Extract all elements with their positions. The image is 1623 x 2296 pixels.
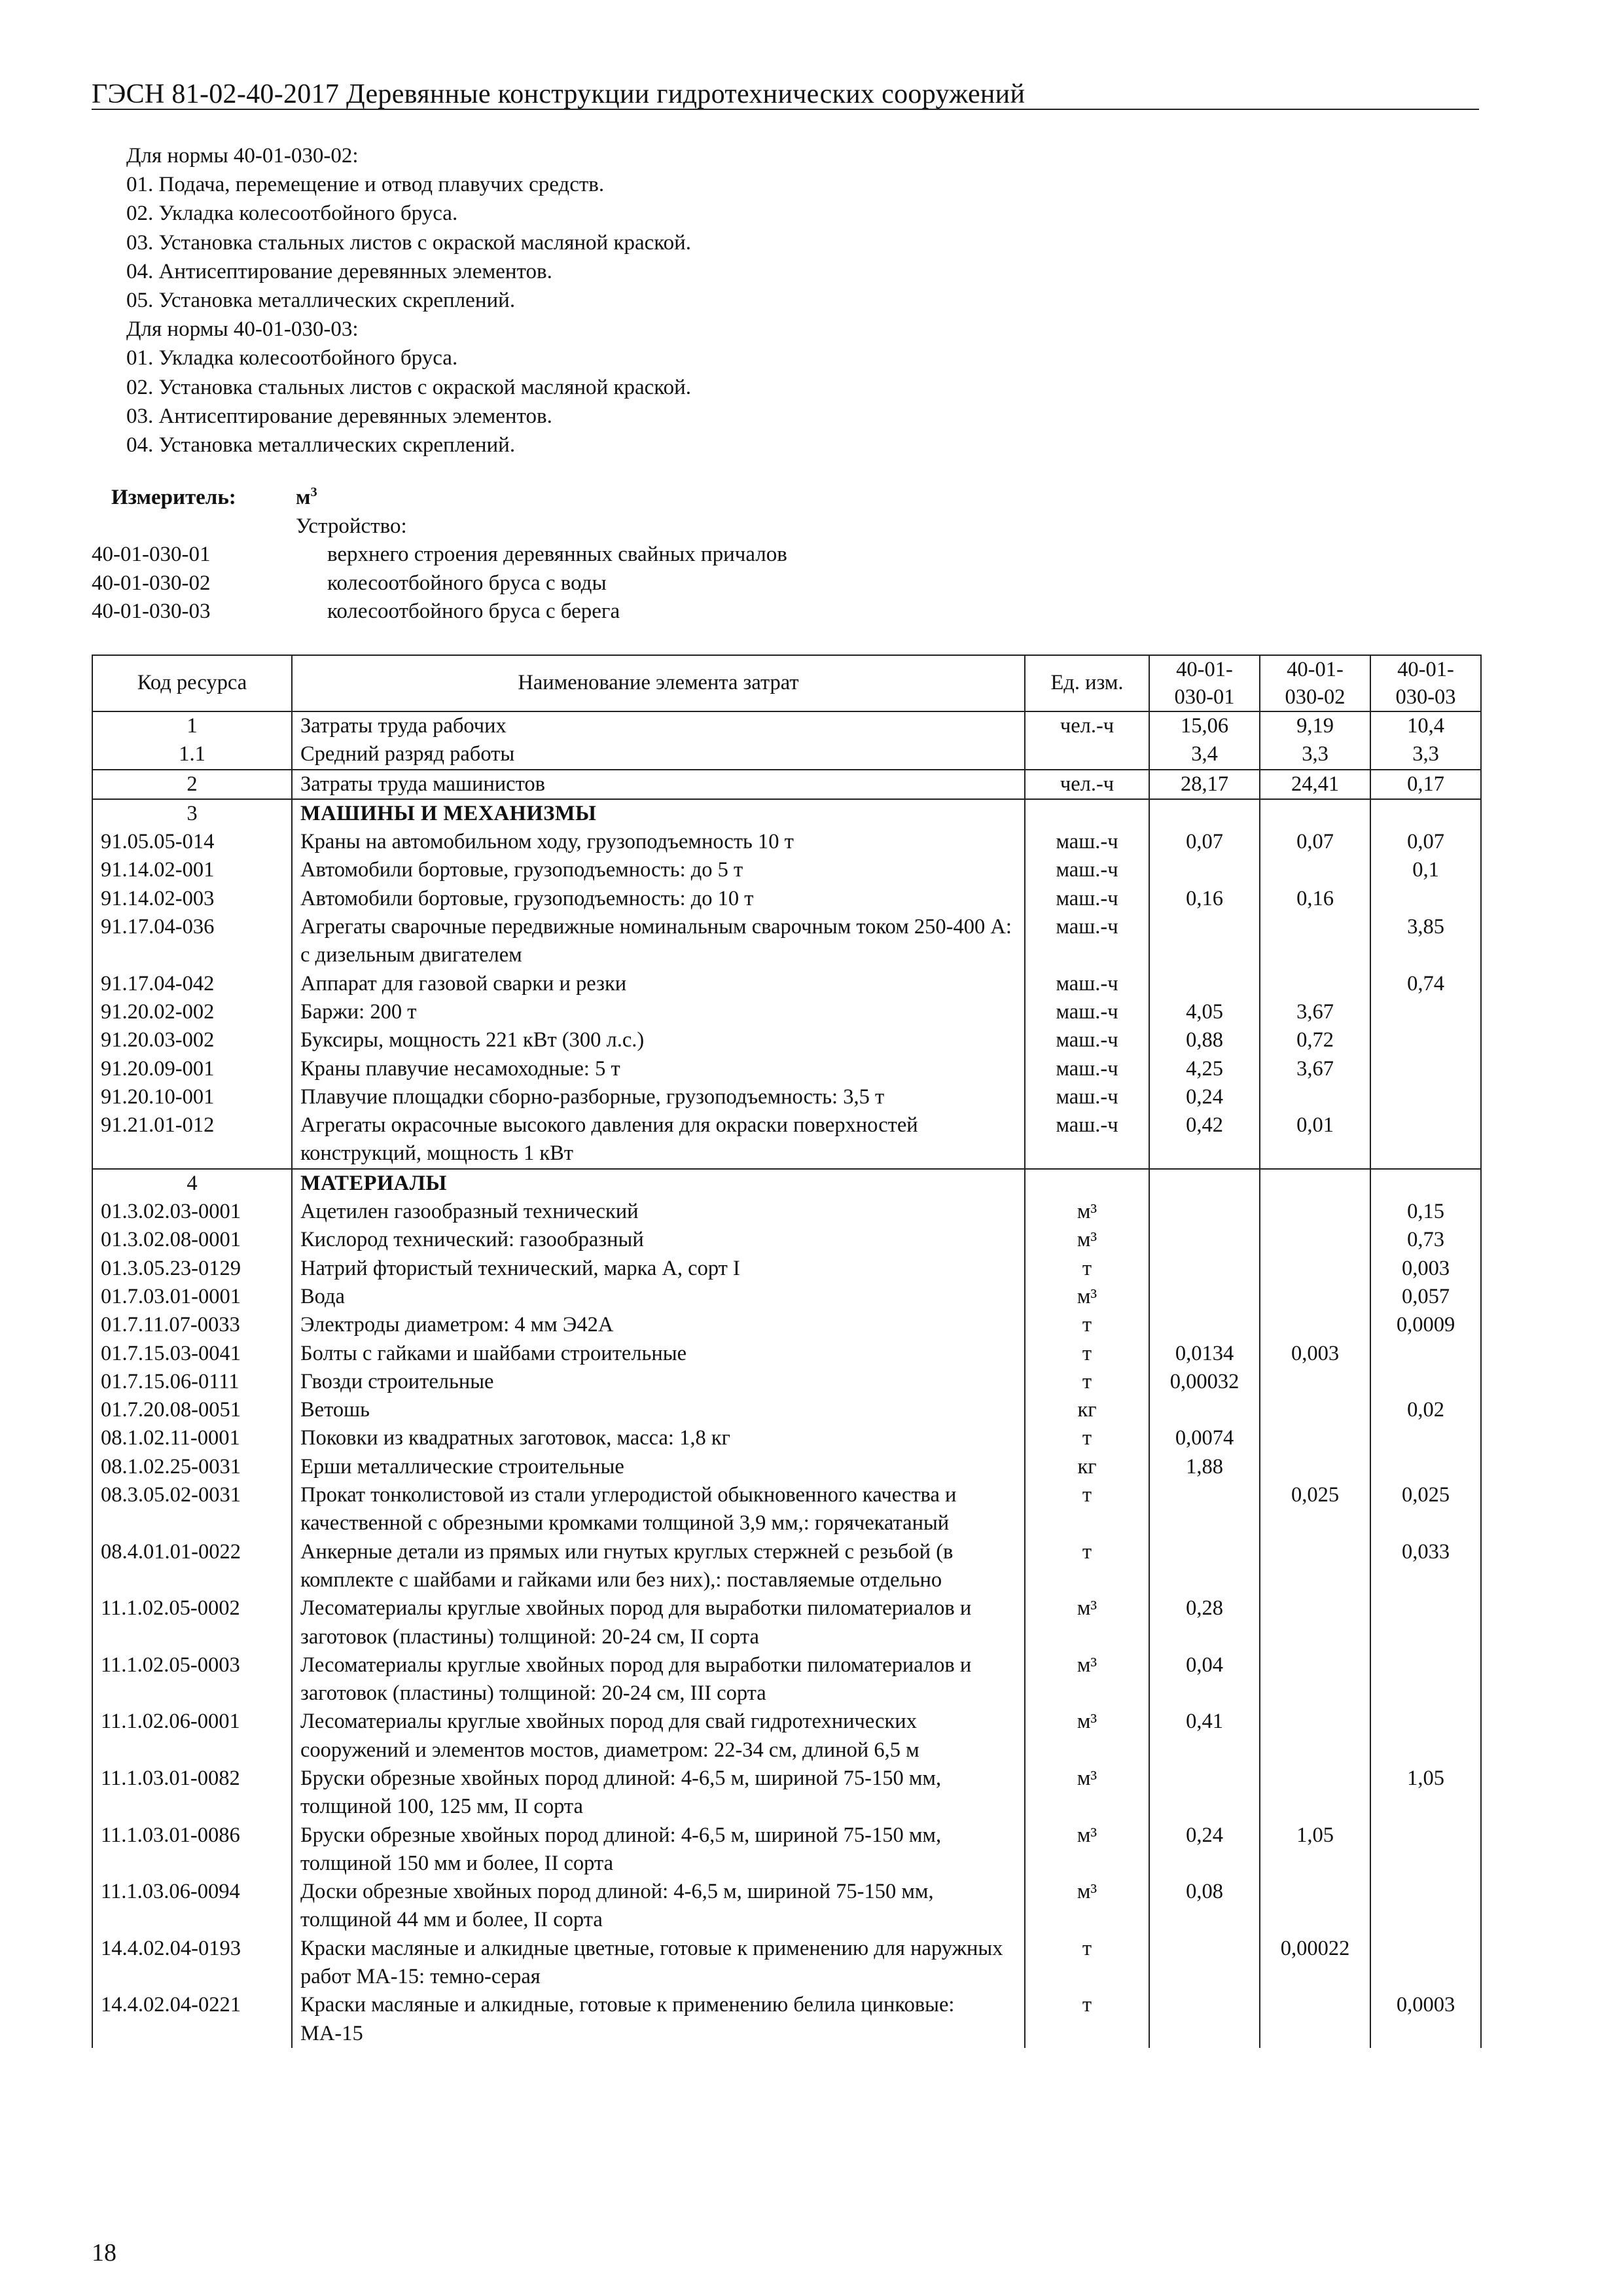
norm-value-1 (1149, 1991, 1260, 2048)
norm-value-2 (1260, 1765, 1370, 1821)
norm-value-3: 1,05 (1370, 1765, 1481, 1821)
norm-value-3: 0,057 (1370, 1283, 1481, 1311)
resource-code: 08.1.02.25-0031 (92, 1453, 292, 1481)
resource-code: 01.3.02.08-0001 (92, 1226, 292, 1254)
unit-of-measure: м³ (1025, 1226, 1149, 1254)
resource-code: 91.20.02-002 (92, 998, 292, 1026)
intro-line: 02. Установка стальных листов с окраской масляной краской. (126, 375, 692, 399)
norm-value-2 (1260, 1368, 1370, 1396)
unit-of-measure: маш.-ч (1025, 1083, 1149, 1111)
norm-value-2 (1260, 970, 1370, 998)
norm-value-2: 3,67 (1260, 1055, 1370, 1083)
header-part: 40-01- (1287, 658, 1344, 681)
header-divider (92, 109, 1479, 110)
resource-code: 91.21.01-012 (92, 1111, 292, 1169)
unit-of-measure: т (1025, 1340, 1149, 1368)
resource-code: 91.20.09-001 (92, 1055, 292, 1083)
unit-of-measure: м³ (1025, 1594, 1149, 1651)
resource-code: 91.17.04-036 (92, 913, 292, 970)
resource-code: 08.3.05.02-0031 (92, 1481, 292, 1538)
unit-of-measure: м³ (1025, 1708, 1149, 1765)
cost-element-name: Лесоматериалы круглые хвойных пород для выработки пиломатериалов и заготовок (пластины) толщиной: 20-24 см, II сорта (292, 1594, 1025, 1651)
norm-value-1: 0,04 (1149, 1651, 1260, 1708)
work-composition (126, 141, 1370, 459)
resource-code: 91.17.04-042 (92, 970, 292, 998)
norm-value-3 (1370, 1026, 1481, 1054)
unit-of-measure: маш.-ч (1025, 856, 1149, 884)
cost-element-name: Прокат тонколистовой из стали углеродистой обыкновенного качества и качественной с обрезными кромками толщиной 3,9 мм,: горячекатаный (292, 1481, 1025, 1538)
cost-element-name: Ацетилен газообразный технический (292, 1198, 1025, 1226)
cost-element-name: Лесоматериалы круглые хвойных пород для выработки пиломатериалов и заготовок (пластины) толщиной: 20-24 см, III сорта (292, 1651, 1025, 1708)
unit-of-measure: м³ (1025, 1765, 1149, 1821)
unit-of-measure: м³ (1025, 1651, 1149, 1708)
table-row (92, 1878, 1481, 1935)
norm-value-3: 0,003 (1370, 1255, 1481, 1283)
norm-value-2 (1260, 1226, 1370, 1254)
table-row (92, 1424, 1481, 1452)
unit-of-measure: маш.-ч (1025, 970, 1149, 998)
norm-value-3 (1370, 1594, 1481, 1651)
norm-value-1: 0,16 (1149, 885, 1260, 913)
meter-unit (296, 483, 317, 512)
norm-value-2 (1260, 1083, 1370, 1111)
table-row (92, 998, 1481, 1026)
unit-of-measure: м³ (1025, 1821, 1149, 1878)
cost-element-name: Буксиры, мощность 221 кВт (300 л.с.) (292, 1026, 1025, 1054)
cost-element-name: Средний разряд работы (292, 740, 1025, 769)
unit-of-measure: маш.-ч (1025, 913, 1149, 970)
norm-value-3 (1370, 1878, 1481, 1935)
cost-element-name: Поковки из квадратных заготовок, масса: 1,8 кг (292, 1424, 1025, 1452)
norm-value-2 (1260, 1396, 1370, 1424)
norm-value-3: 3,3 (1370, 740, 1481, 769)
norm-value-2 (1260, 1708, 1370, 1765)
intro-line: 02. Укладка колесоотбойного бруса. (126, 202, 458, 226)
unit-of-measure: т (1025, 1424, 1149, 1452)
norm-value-1: 1,88 (1149, 1453, 1260, 1481)
cost-element-name: Затраты труда рабочих (292, 711, 1025, 740)
unit-of-measure: маш.-ч (1025, 1026, 1149, 1054)
intro-line: Для нормы 40-01-030-03: (126, 317, 359, 342)
table-row (92, 1396, 1481, 1424)
norm-value-3 (1370, 1083, 1481, 1111)
norm-value-2 (1260, 1255, 1370, 1283)
cost-element-name: Бруски обрезные хвойных пород длиной: 4-6,5 м, шириной 75-150 мм, толщиной 100, 125 мм, II сорта (292, 1765, 1025, 1821)
resource-code: 1.1 (92, 740, 292, 769)
resource-code: 11.1.02.05-0003 (92, 1651, 292, 1708)
unit-of-measure: т (1025, 1368, 1149, 1396)
norm-value-1 (1149, 970, 1260, 998)
resource-code: 01.7.15.06-0111 (92, 1368, 292, 1396)
norm-value-2 (1260, 1991, 1370, 2048)
norm-value-1 (1149, 1538, 1260, 1595)
cost-element-name: Краски масляные и алкидные цветные, готовые к применению для наружных работ МА-15: темно-серая (292, 1935, 1025, 1992)
intro-line: 01. Подача, перемещение и отвод плавучих средств. (126, 173, 605, 197)
table-row (92, 885, 1481, 913)
norm-value-3 (1370, 1708, 1481, 1765)
norm-value-3 (1370, 1111, 1481, 1169)
norm-value-3: 0,025 (1370, 1481, 1481, 1538)
intro-line: 05. Установка металлических скреплений. (126, 289, 516, 313)
resource-code: 11.1.02.06-0001 (92, 1708, 292, 1765)
table-row (92, 970, 1481, 998)
norm-value-2: 3,67 (1260, 998, 1370, 1026)
norm-value-2: 0,01 (1260, 1111, 1370, 1169)
cost-element-name: Аппарат для газовой сварки и резки (292, 970, 1025, 998)
cost-element-name: МАШИНЫ И МЕХАНИЗМЫ (292, 799, 1025, 828)
unit-of-measure: маш.-ч (1025, 885, 1149, 913)
column-header-name: Наименование элемента затрат (292, 655, 1025, 711)
unit-of-measure: т (1025, 1935, 1149, 1992)
cost-element-name: Краски масляные и алкидные, готовые к применению белила цинковые: МА-15 (292, 1991, 1025, 2048)
cost-element-name: Лесоматериалы круглые хвойных пород для свай гидротехнических сооружений и элементов мостов, диаметром: 22-34 см, длиной 6,5 м (292, 1708, 1025, 1765)
table-row (92, 1198, 1481, 1226)
unit-of-measure: т (1025, 1538, 1149, 1595)
unit-of-measure: т (1025, 1991, 1149, 2048)
table-row (92, 1340, 1481, 1368)
cost-element-name: Краны плавучие несамоходные: 5 т (292, 1055, 1025, 1083)
norm-value-1 (1149, 1169, 1260, 1198)
norm-value-2 (1260, 856, 1370, 884)
header-part: 030-01 (1174, 685, 1235, 709)
resource-code: 11.1.02.05-0002 (92, 1594, 292, 1651)
unit-of-measure: маш.-ч (1025, 1111, 1149, 1169)
column-header-norm-3 (1370, 655, 1481, 711)
norm-value-2: 1,05 (1260, 1821, 1370, 1878)
resource-code: 14.4.02.04-0193 (92, 1935, 292, 1992)
intro-line: 01. Укладка колесоотбойного бруса. (126, 346, 458, 370)
resource-code: 91.20.03-002 (92, 1026, 292, 1054)
norm-value-1 (1149, 1255, 1260, 1283)
norm-value-1 (1149, 913, 1260, 970)
resource-code: 14.4.02.04-0221 (92, 1991, 292, 2048)
norm-value-2 (1260, 1594, 1370, 1651)
norm-value-2 (1260, 1169, 1370, 1198)
resource-code: 1 (92, 711, 292, 740)
column-header-code: Код ресурса (92, 655, 292, 711)
cost-element-name: Автомобили бортовые, грузоподъемность: до 10 т (292, 885, 1025, 913)
norm-code: 40-01-030-02 (92, 571, 211, 595)
cost-element-name: Доски обрезные хвойных пород длиной: 4-6,5 м, шириной 75-150 мм, толщиной 44 мм и более, II сорта (292, 1878, 1025, 1935)
norm-value-3: 0,74 (1370, 970, 1481, 998)
norm-value-1: 15,06 (1149, 711, 1260, 740)
norm-value-2 (1260, 799, 1370, 828)
table-row (92, 1055, 1481, 1083)
cost-element-name: Кислород технический: газообразный (292, 1226, 1025, 1254)
norm-value-1: 0,42 (1149, 1111, 1260, 1169)
resource-code: 01.3.02.03-0001 (92, 1198, 292, 1226)
norm-value-3: 0,02 (1370, 1396, 1481, 1424)
cost-element-name: Гвозди строительные (292, 1368, 1025, 1396)
norm-value-1 (1149, 1765, 1260, 1821)
norm-value-1 (1149, 1481, 1260, 1538)
device-title: Устройство: (296, 514, 407, 538)
norm-value-2 (1260, 1198, 1370, 1226)
norm-value-3: 0,73 (1370, 1226, 1481, 1254)
cost-element-name: Автомобили бортовые, грузоподъемность: до 5 т (292, 856, 1025, 884)
norm-value-1: 4,25 (1149, 1055, 1260, 1083)
norm-value-1: 0,0134 (1149, 1340, 1260, 1368)
unit-of-measure (1025, 799, 1149, 828)
meter-unit-base: м (296, 486, 311, 509)
norm-value-3: 0,15 (1370, 1198, 1481, 1226)
norm-value-1 (1149, 1198, 1260, 1226)
norm-value-3: 0,0003 (1370, 1991, 1481, 2048)
intro-line: 03. Установка стальных листов с окраской масляной краской. (126, 230, 692, 255)
norm-value-2 (1260, 1453, 1370, 1481)
cost-element-name: Краны на автомобильном ходу, грузоподъемность 10 т (292, 828, 1025, 856)
cost-element-name: Затраты труда машинистов (292, 770, 1025, 799)
resource-code: 91.05.05-014 (92, 828, 292, 856)
norm-description: колесоотбойного бруса с берега (327, 600, 620, 623)
norm-value-3 (1370, 1453, 1481, 1481)
resource-code: 08.1.02.11-0001 (92, 1424, 292, 1452)
page-number: 18 (92, 2239, 116, 2267)
resource-code: 11.1.03.01-0082 (92, 1765, 292, 1821)
norm-value-1: 0,08 (1149, 1878, 1260, 1935)
unit-of-measure: маш.-ч (1025, 1055, 1149, 1083)
norm-value-2 (1260, 1283, 1370, 1311)
header-part: 40-01- (1397, 658, 1454, 681)
unit-of-measure: маш.-ч (1025, 828, 1149, 856)
header-part: 030-02 (1285, 685, 1346, 709)
resource-code: 91.14.02-001 (92, 856, 292, 884)
intro-line: 03. Антисептирование деревянных элементов. (126, 404, 552, 428)
norm-code: 40-01-030-01 (92, 543, 211, 566)
norm-value-3: 0,033 (1370, 1538, 1481, 1595)
unit-of-measure: т (1025, 1481, 1149, 1538)
cost-element-name: Вода (292, 1283, 1025, 1311)
norm-value-3: 3,85 (1370, 913, 1481, 970)
norm-value-1: 0,88 (1149, 1026, 1260, 1054)
norm-value-3: 0,07 (1370, 828, 1481, 856)
cost-element-name: Баржи: 200 т (292, 998, 1025, 1026)
norm-value-3: 10,4 (1370, 711, 1481, 740)
table-row (92, 1169, 1481, 1198)
cost-element-name: Натрий фтористый технический, марка А, сорт I (292, 1255, 1025, 1283)
table-row (92, 1538, 1481, 1595)
table-row (92, 770, 1481, 799)
resource-code: 3 (92, 799, 292, 828)
norm-value-2: 0,025 (1260, 1481, 1370, 1538)
table-header-row (92, 655, 1481, 711)
norm-value-1: 0,28 (1149, 1594, 1260, 1651)
unit-of-measure: кг (1025, 1396, 1149, 1424)
table-row (92, 856, 1481, 884)
norm-value-3 (1370, 885, 1481, 913)
norm-description: колесоотбойного бруса с воды (327, 571, 607, 595)
unit-of-measure: т (1025, 1255, 1149, 1283)
table-row (92, 1311, 1481, 1339)
norm-value-1: 0,41 (1149, 1708, 1260, 1765)
table-row (92, 1708, 1481, 1765)
norm-value-2 (1260, 1538, 1370, 1595)
resource-code: 01.7.11.07-0033 (92, 1311, 292, 1339)
cost-element-name: Болты с гайками и шайбами строительные (292, 1340, 1025, 1368)
cost-element-name: Ветошь (292, 1396, 1025, 1424)
unit-of-measure: маш.-ч (1025, 998, 1149, 1026)
document-header-title: ГЭСН 81-02-40-2017 Деревянные конструкции гидротехнических сооружений (92, 79, 1026, 109)
norm-value-1: 4,05 (1149, 998, 1260, 1026)
norm-value-3 (1370, 1340, 1481, 1368)
norm-value-2 (1260, 1311, 1370, 1339)
resource-code: 11.1.03.01-0086 (92, 1821, 292, 1878)
column-header-norm-2 (1260, 655, 1370, 711)
table-row (92, 1226, 1481, 1254)
table-body (92, 711, 1481, 2048)
norm-value-3 (1370, 1368, 1481, 1396)
norm-value-3 (1370, 998, 1481, 1026)
norm-value-2 (1260, 1424, 1370, 1452)
cost-element-name: МАТЕРИАЛЫ (292, 1169, 1025, 1198)
norm-value-1 (1149, 1311, 1260, 1339)
norm-value-1 (1149, 1283, 1260, 1311)
header-part: 40-01- (1176, 658, 1233, 681)
cost-element-name: Агрегаты сварочные передвижные номинальным сварочным током 250-400 А: с дизельным двигателем (292, 913, 1025, 970)
norm-description: верхнего строения деревянных свайных причалов (327, 543, 787, 566)
unit-of-measure: м³ (1025, 1198, 1149, 1226)
resource-code: 08.4.01.01-0022 (92, 1538, 292, 1595)
norm-value-1: 0,00032 (1149, 1368, 1260, 1396)
norm-value-2 (1260, 1651, 1370, 1708)
norm-value-3: 0,1 (1370, 856, 1481, 884)
intro-line: 04. Антисептирование деревянных элементов. (126, 259, 552, 283)
table-row (92, 1935, 1481, 1992)
cost-element-name: Плавучие площадки сборно-разборные, грузоподъемность: 3,5 т (292, 1083, 1025, 1111)
norm-value-3 (1370, 799, 1481, 828)
table-row (92, 913, 1481, 970)
norm-value-3: 0,17 (1370, 770, 1481, 799)
table-row (92, 740, 1481, 769)
unit-of-measure: кг (1025, 1453, 1149, 1481)
resource-code: 01.7.03.01-0001 (92, 1283, 292, 1311)
resource-code: 2 (92, 770, 292, 799)
table-row (92, 1481, 1481, 1538)
norm-value-2: 0,07 (1260, 828, 1370, 856)
norm-code: 40-01-030-03 (92, 600, 211, 623)
unit-of-measure (1025, 740, 1149, 769)
table-row (92, 1594, 1481, 1651)
norm-value-1 (1149, 1935, 1260, 1992)
table-row (92, 1026, 1481, 1054)
meter-label: Измеритель: (111, 486, 236, 509)
table-row (92, 1083, 1481, 1111)
norm-value-1 (1149, 856, 1260, 884)
cost-element-name: Агрегаты окрасочные высокого давления для окраски поверхностей конструкций, мощность 1 кВт (292, 1111, 1025, 1169)
resource-code: 4 (92, 1169, 292, 1198)
norm-value-1: 28,17 (1149, 770, 1260, 799)
norm-value-3 (1370, 1169, 1481, 1198)
table-row (92, 828, 1481, 856)
table-row (92, 1651, 1481, 1708)
norm-value-1 (1149, 799, 1260, 828)
table-row (92, 711, 1481, 740)
resource-code: 01.7.20.08-0051 (92, 1396, 292, 1424)
norm-value-3: 0,0009 (1370, 1311, 1481, 1339)
norm-value-2: 0,00022 (1260, 1935, 1370, 1992)
norm-value-1: 0,24 (1149, 1821, 1260, 1878)
meter-unit-power: 3 (310, 485, 317, 499)
column-header-norm-1 (1149, 655, 1260, 711)
cost-element-name: Электроды диаметром: 4 мм Э42А (292, 1311, 1025, 1339)
norm-value-3 (1370, 1935, 1481, 1992)
norm-value-2: 0,16 (1260, 885, 1370, 913)
norm-value-1: 0,24 (1149, 1083, 1260, 1111)
cost-element-name: Анкерные детали из прямых или гнутых круглых стержней с резьбой (в комплекте с шайбами и гайками или без них),: поставляемые отдельно (292, 1538, 1025, 1595)
resources-table (92, 655, 1482, 2048)
norm-value-1: 0,07 (1149, 828, 1260, 856)
unit-of-measure (1025, 1169, 1149, 1198)
norm-value-2: 3,3 (1260, 740, 1370, 769)
norm-value-2 (1260, 913, 1370, 970)
resource-code: 91.14.02-003 (92, 885, 292, 913)
column-header-unit: Ед. изм. (1025, 655, 1149, 711)
norm-value-1 (1149, 1396, 1260, 1424)
norm-value-2 (1260, 1878, 1370, 1935)
unit-of-measure: м³ (1025, 1283, 1149, 1311)
unit-of-measure: чел.-ч (1025, 711, 1149, 740)
header-part: 030-03 (1395, 685, 1456, 709)
norm-value-1 (1149, 1226, 1260, 1254)
table-row (92, 1283, 1481, 1311)
table-row (92, 1453, 1481, 1481)
intro-line: Для нормы 40-01-030-02: (126, 144, 359, 168)
resource-code: 11.1.03.06-0094 (92, 1878, 292, 1935)
resource-code: 91.20.10-001 (92, 1083, 292, 1111)
table-row (92, 1368, 1481, 1396)
table-row (92, 1111, 1481, 1169)
norm-value-1: 3,4 (1149, 740, 1260, 769)
norm-value-3 (1370, 1821, 1481, 1878)
cost-element-name: Ерши металлические строительные (292, 1453, 1025, 1481)
norm-value-1: 0,0074 (1149, 1424, 1260, 1452)
intro-line: 04. Установка металлических скреплений. (126, 433, 516, 457)
table-row (92, 799, 1481, 828)
norm-value-3 (1370, 1424, 1481, 1452)
table-row (92, 1821, 1481, 1878)
norm-value-3 (1370, 1651, 1481, 1708)
norm-value-2: 9,19 (1260, 711, 1370, 740)
norm-value-3 (1370, 1055, 1481, 1083)
unit-of-measure: т (1025, 1311, 1149, 1339)
norm-value-2: 0,003 (1260, 1340, 1370, 1368)
table-row (92, 1991, 1481, 2048)
norm-value-2: 0,72 (1260, 1026, 1370, 1054)
resource-code: 01.3.05.23-0129 (92, 1255, 292, 1283)
norm-value-2: 24,41 (1260, 770, 1370, 799)
table-row (92, 1765, 1481, 1821)
unit-of-measure: м³ (1025, 1878, 1149, 1935)
cost-element-name: Бруски обрезные хвойных пород длиной: 4-6,5 м, шириной 75-150 мм, толщиной 150 мм и более, II сорта (292, 1821, 1025, 1878)
resource-code: 01.7.15.03-0041 (92, 1340, 292, 1368)
unit-of-measure: чел.-ч (1025, 770, 1149, 799)
table-row (92, 1255, 1481, 1283)
